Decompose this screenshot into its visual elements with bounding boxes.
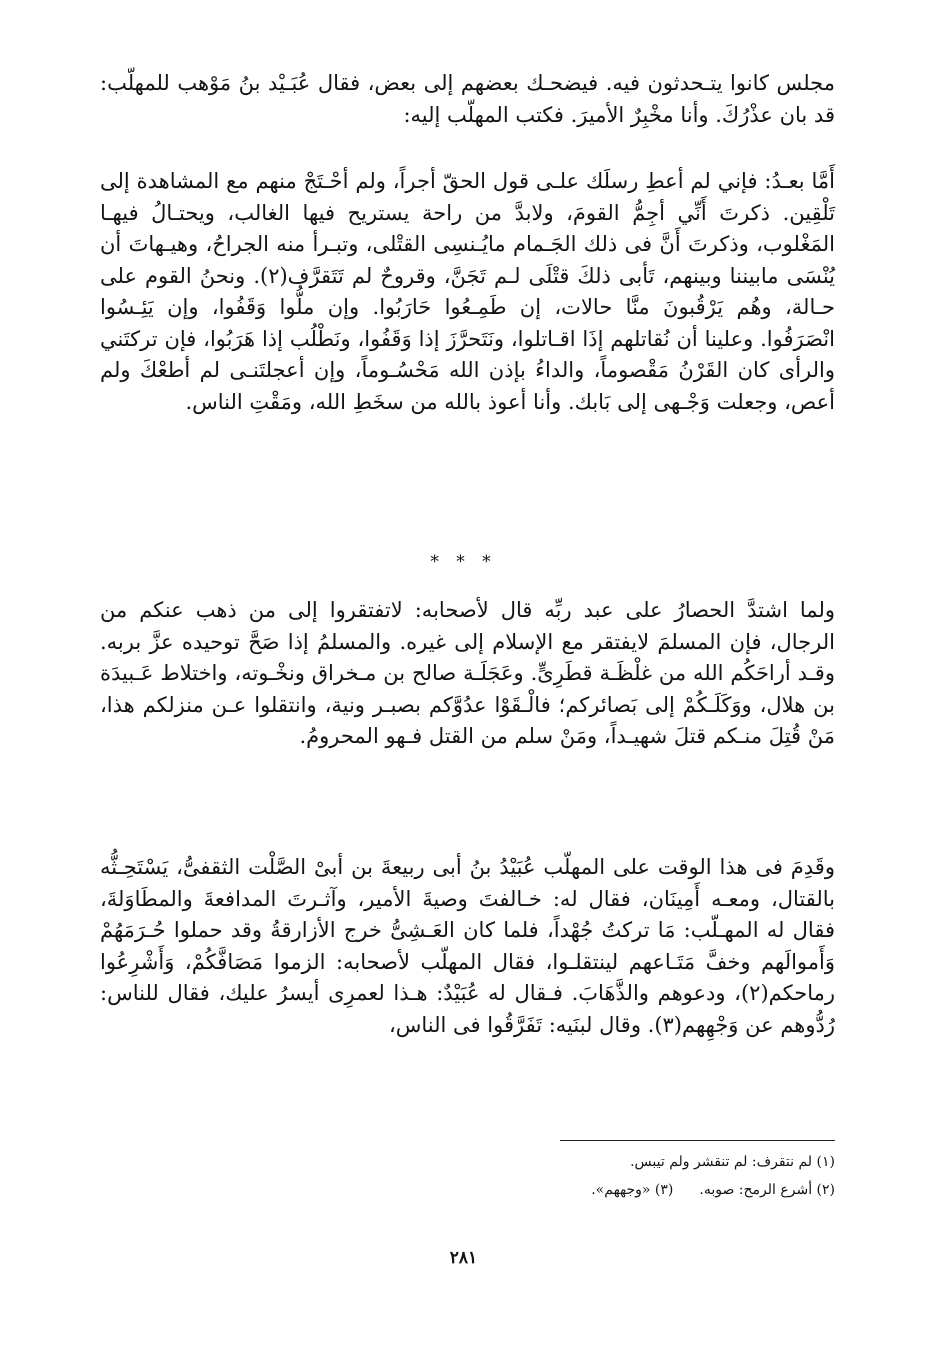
paragraph-1: مجلس كانوا يتـحدثون فيه. فيضحـك بعضهم إلى بعض، فقال عُبَـيْد بنُ مَوْهب للمهلّب: قد بان عذْرُكَ. وأنا مخْبِرٌ الأميرَ. فكتب المهلّب إليه: xyxy=(100,71,835,127)
page-number: ٢٨١ xyxy=(449,1248,478,1268)
footnote-divider xyxy=(560,1140,835,1141)
footnote-3-text: (٣) «وجههم». xyxy=(591,1182,674,1198)
paragraph-4: وقَدِمَ فى هذا الوقت على المهلّب عُبَيْدُ بنُ أبى ربيعةَ بن أبىْ الصَّلْت الثقفىُّ، يَسْتَحِـثُّه بالقتال، ومعـه أَمِينَان، فقال له: خـالفتَ وصيةَ الأمير، وآثـرتَ المدافعةَ والمطَاوَلةَ، فقال له المهـلّب: مَا تركتُ جُهْداً، فلما كان العَـشِىُّ خرج الأزارقةُ وقد حملوا حُـرَمَهُمْ وَأَموالَهم وخفَّ مَتَـاعهم لينتقلـوا، فقال المهلّب لأصحابه: الزموا مَصَافَّكُمْ، وَأَشْرِعُوا رماحكم(٢)، ودعوهم والذَّهَابَ. فـقال له عُبَيْدٌ: هـذا لعمرِى أيسرُ عليك، فقال للناس: رُدُّوهم عن وَجْهِهم(٣). وقال لبنَيه: تَفَرَّقُوا فى الناس، xyxy=(100,855,835,1037)
footnote-1: (١) لم نتقرف: لم تنقشر ولم تيبس. xyxy=(630,1154,835,1170)
footnote-2 xyxy=(400,1180,835,1200)
paragraph-3: ولما اشتدَّ الحصارُ على عبد ربِّه قال لأصحابه: لاتفتقروا إلى من ذهب عنكم من الرجال، فإن المسلمَ لايفتقر مع الإسلام إلى غيره. والمسلمُ إذا صَحَّ توحيده عزَّ بربه. وقـد أراحَكُم الله من غلْظَـة قطَرِىٍّ. وعَجَلَـة صالح بن مـخراق ونخْـوته، واختلاط عَـبيدَة بن هلال، ووَكَلَـكُمْ إلى بَصائركم؛ فالْـقَوْا عدُوَّكم بصبـر ونية، وانتقلوا عـن منزلكم هذا، مَنْ قُتِلَ منـكم قتلَ شهيـداً، ومَنْ سلم من القتل فـهو المحرومُ. xyxy=(100,598,835,748)
section-separator: * * * xyxy=(430,552,497,572)
paragraph-2-letter: أَمَّا بعـدُ: فإني لم أعطِ رسلَك علـى قول الحقّ أجراً، ولم أحْـتَجْ منهم مع المشاهدة إلى تَلْقِين. ذكرتَ أَنِّي أجِمُّ القومَ، ولابدَّ من راحة يستريح فيها الغالب، ويحتـالُ فيهـا المَغْلوب، وذكرتَ أَنَّ فى ذلك الجَـمام مايُـنسِى القتْلى، وتبـرأ منه الجراحُ، وهيـهاتَ أن يُنْسَى مابيننا وبينهم، تَأبى ذلكَ قتْلَى لـم تَجَنَّ، وقروحٌ لم تَتَقرَّف(٢). ونحنُ القوم على حـالة، وهُم يَرْقُبونَ منَّا حالات، إن طَمِـعُوا حَارَبُوا. وإن ملُّوا وَقَفُوا، وإن يَئِـسُوا انْصَرَفُوا. وعلينا أن نُقاتلهم إذَا اقـاتلوا، ونَتَحرَّزَ إذا وَقَفُوا، ونَطْلُب إذا هَرَبُوا، فإن تركتَني والرأى كان القَرْنُ مَقْصوماً، والداءُ بإذن الله مَحْسُـوماً، وإن أعجلتَنـى لم أطعْكَ ولم أعص، وجعلت وَجْـهى إلى بَابك. وأنا أعوذ بالله من سخَطِ الله، ومَقْتِ الناس. xyxy=(100,169,835,414)
footnote-2-text: (٢) أشرع الرمح: صوبه. xyxy=(699,1182,835,1198)
